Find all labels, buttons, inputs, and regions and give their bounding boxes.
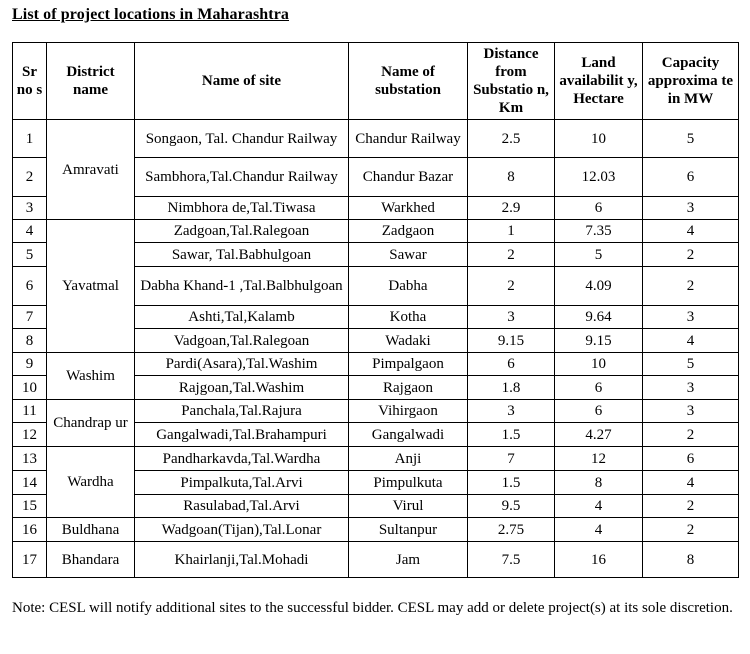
cell-sr: 8 bbox=[13, 329, 47, 353]
table-row bbox=[13, 220, 739, 243]
cell-substation: Gangalwadi bbox=[349, 423, 468, 447]
cell-capacity: 8 bbox=[643, 542, 739, 578]
cell-distance: 1.8 bbox=[468, 376, 555, 400]
cell-capacity: 5 bbox=[643, 120, 739, 158]
cell-sr: 5 bbox=[13, 243, 47, 267]
table-row bbox=[13, 542, 739, 578]
cell-substation: Rajgaon bbox=[349, 376, 468, 400]
cell-capacity: 4 bbox=[643, 220, 739, 243]
cell-capacity: 5 bbox=[643, 353, 739, 376]
cell-sr: 10 bbox=[13, 376, 47, 400]
cell-site: Ashti,Tal,Kalamb bbox=[135, 306, 349, 329]
cell-distance: 2 bbox=[468, 243, 555, 267]
cell-site: Rasulabad,Tal.Arvi bbox=[135, 495, 349, 518]
header-row bbox=[13, 43, 739, 120]
header-land: Land availabilit y, Hectare bbox=[555, 43, 643, 120]
cell-substation: Warkhed bbox=[349, 197, 468, 220]
cell-distance: 2.75 bbox=[468, 518, 555, 542]
cell-sr: 13 bbox=[13, 447, 47, 471]
cell-distance: 8 bbox=[468, 158, 555, 197]
cell-substation: Sawar bbox=[349, 243, 468, 267]
table-row bbox=[13, 120, 739, 158]
cell-distance: 1.5 bbox=[468, 423, 555, 447]
cell-land: 4.27 bbox=[555, 423, 643, 447]
table-row bbox=[13, 400, 739, 423]
cell-distance: 1 bbox=[468, 220, 555, 243]
cell-land: 16 bbox=[555, 542, 643, 578]
cell-capacity: 3 bbox=[643, 197, 739, 220]
cell-capacity: 4 bbox=[643, 329, 739, 353]
cell-land: 12.03 bbox=[555, 158, 643, 197]
cell-land: 8 bbox=[555, 471, 643, 495]
cell-distance: 2 bbox=[468, 267, 555, 306]
cell-capacity: 2 bbox=[643, 518, 739, 542]
header-site: Name of site bbox=[135, 43, 349, 120]
cell-distance: 3 bbox=[468, 306, 555, 329]
cell-sr: 4 bbox=[13, 220, 47, 243]
cell-site: Rajgoan,Tal.Washim bbox=[135, 376, 349, 400]
cell-substation: Dabha bbox=[349, 267, 468, 306]
cell-site: Zadgoan,Tal.Ralegoan bbox=[135, 220, 349, 243]
cell-sr: 6 bbox=[13, 267, 47, 306]
cell-substation: Wadaki bbox=[349, 329, 468, 353]
cell-substation: Virul bbox=[349, 495, 468, 518]
cell-site: Panchala,Tal.Rajura bbox=[135, 400, 349, 423]
table-row bbox=[13, 518, 739, 542]
cell-land: 7.35 bbox=[555, 220, 643, 243]
cell-capacity: 3 bbox=[643, 306, 739, 329]
cell-sr: 7 bbox=[13, 306, 47, 329]
cell-capacity: 4 bbox=[643, 471, 739, 495]
cell-substation: Chandur Railway bbox=[349, 120, 468, 158]
cell-district: Washim bbox=[47, 353, 135, 400]
cell-substation: Anji bbox=[349, 447, 468, 471]
cell-capacity: 6 bbox=[643, 158, 739, 197]
cell-capacity: 2 bbox=[643, 495, 739, 518]
cell-sr: 16 bbox=[13, 518, 47, 542]
cell-distance: 9.15 bbox=[468, 329, 555, 353]
cell-land: 9.15 bbox=[555, 329, 643, 353]
footnote: Note: CESL will notify additional sites to the successful bidder. CESL may add or delete project(s) at its sole discretion. bbox=[12, 600, 733, 616]
cell-site: Pimpalkuta,Tal.Arvi bbox=[135, 471, 349, 495]
cell-distance: 7 bbox=[468, 447, 555, 471]
cell-substation: Kotha bbox=[349, 306, 468, 329]
cell-land: 6 bbox=[555, 197, 643, 220]
cell-distance: 9.5 bbox=[468, 495, 555, 518]
cell-district: Bhandara bbox=[47, 542, 135, 578]
cell-capacity: 6 bbox=[643, 447, 739, 471]
cell-substation: Sultanpur bbox=[349, 518, 468, 542]
cell-site: Songaon, Tal. Chandur Railway bbox=[135, 120, 349, 158]
cell-site: Vadgoan,Tal.Ralegoan bbox=[135, 329, 349, 353]
table-row bbox=[13, 353, 739, 376]
cell-land: 12 bbox=[555, 447, 643, 471]
cell-sr: 11 bbox=[13, 400, 47, 423]
cell-site: Pardi(Asara),Tal.Washim bbox=[135, 353, 349, 376]
cell-land: 6 bbox=[555, 376, 643, 400]
cell-land: 4.09 bbox=[555, 267, 643, 306]
cell-district: Buldhana bbox=[47, 518, 135, 542]
cell-substation: Pimpulkuta bbox=[349, 471, 468, 495]
cell-substation: Zadgaon bbox=[349, 220, 468, 243]
cell-substation: Vihirgaon bbox=[349, 400, 468, 423]
cell-district: Amravati bbox=[47, 120, 135, 220]
cell-sr: 1 bbox=[13, 120, 47, 158]
cell-sr: 17 bbox=[13, 542, 47, 578]
cell-site: Nimbhora de,Tal.Tiwasa bbox=[135, 197, 349, 220]
cell-land: 10 bbox=[555, 120, 643, 158]
cell-distance: 7.5 bbox=[468, 542, 555, 578]
cell-distance: 3 bbox=[468, 400, 555, 423]
cell-site: Sambhora,Tal.Chandur Railway bbox=[135, 158, 349, 197]
cell-capacity: 2 bbox=[643, 423, 739, 447]
header-distance: Distance from Substatio n, Km bbox=[468, 43, 555, 120]
cell-land: 9.64 bbox=[555, 306, 643, 329]
document-title: List of project locations in Maharashtra bbox=[12, 6, 290, 23]
cell-distance: 2.9 bbox=[468, 197, 555, 220]
cell-district: Chandrap ur bbox=[47, 400, 135, 447]
cell-sr: 15 bbox=[13, 495, 47, 518]
cell-sr: 9 bbox=[13, 353, 47, 376]
cell-capacity: 3 bbox=[643, 376, 739, 400]
cell-substation: Jam bbox=[349, 542, 468, 578]
cell-district: Yavatmal bbox=[47, 220, 135, 353]
cell-site: Sawar, Tal.Babhulgoan bbox=[135, 243, 349, 267]
cell-distance: 6 bbox=[468, 353, 555, 376]
cell-land: 5 bbox=[555, 243, 643, 267]
cell-distance: 1.5 bbox=[468, 471, 555, 495]
cell-land: 6 bbox=[555, 400, 643, 423]
header-substation: Name of substation bbox=[349, 43, 468, 120]
cell-sr: 14 bbox=[13, 471, 47, 495]
cell-site: Gangalwadi,Tal.Brahampuri bbox=[135, 423, 349, 447]
cell-sr: 12 bbox=[13, 423, 47, 447]
cell-sr: 3 bbox=[13, 197, 47, 220]
cell-substation: Chandur Bazar bbox=[349, 158, 468, 197]
cell-land: 4 bbox=[555, 495, 643, 518]
cell-site: Wadgoan(Tijan),Tal.Lonar bbox=[135, 518, 349, 542]
cell-land: 10 bbox=[555, 353, 643, 376]
cell-land: 4 bbox=[555, 518, 643, 542]
cell-capacity: 2 bbox=[643, 243, 739, 267]
cell-sr: 2 bbox=[13, 158, 47, 197]
header-sr: Sr no s bbox=[13, 43, 47, 120]
project-locations-table bbox=[12, 42, 739, 578]
cell-substation: Pimpalgaon bbox=[349, 353, 468, 376]
table-row bbox=[13, 447, 739, 471]
header-district: District name bbox=[47, 43, 135, 120]
cell-capacity: 2 bbox=[643, 267, 739, 306]
cell-capacity: 3 bbox=[643, 400, 739, 423]
cell-distance: 2.5 bbox=[468, 120, 555, 158]
header-capacity: Capacity approxima te in MW bbox=[643, 43, 739, 120]
cell-district: Wardha bbox=[47, 447, 135, 518]
cell-site: Khairlanji,Tal.Mohadi bbox=[135, 542, 349, 578]
cell-site: Dabha Khand-1 ,Tal.Balbhulgoan bbox=[135, 267, 349, 306]
cell-site: Pandharkavda,Tal.Wardha bbox=[135, 447, 349, 471]
